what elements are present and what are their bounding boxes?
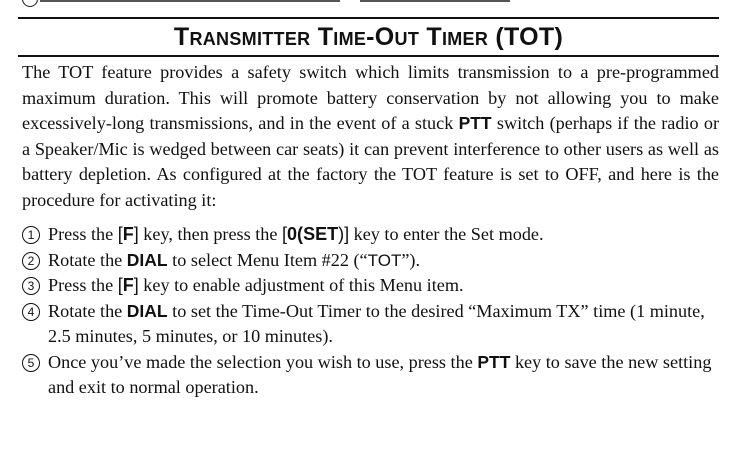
intro-text-2: switch (perhaps if the radio or a Speaker/Mic is wedged between car seats) it can prevent interference to other users as well as battery depletion. As configured at the factory the TOT feature is set to OFF, and here is the procedure for activating it: (22, 113, 719, 210)
key-bracket: [ (282, 224, 288, 244)
key-bracket: [ (117, 275, 123, 295)
intro-paragraph (22, 60, 719, 213)
step-text: Rotate the (48, 249, 127, 270)
key-name: 0( (287, 224, 304, 244)
text-fragment (40, 0, 340, 2)
step-number: 1 (22, 226, 40, 244)
step-text: key to save the new setting and exit to normal operation. (48, 351, 712, 397)
menu-display-text: TOT (367, 250, 402, 270)
f-key-label (118, 275, 139, 295)
step-number: 2 (22, 252, 40, 270)
f-key-label (118, 224, 139, 244)
key-bracket: )] (338, 224, 350, 244)
previous-section-fragment (0, 0, 735, 8)
dial-keyword: DIAL (126, 300, 168, 321)
ptt-keyword: PTT (458, 113, 492, 133)
key-name: F (122, 224, 134, 244)
step-number-circle-fragment (22, 0, 38, 7)
step-1 (22, 222, 719, 248)
key-bracket: ] (133, 275, 139, 295)
step-3 (22, 273, 719, 299)
step-text: Press the (48, 275, 118, 295)
text-fragment (360, 0, 510, 2)
key-name: SET (303, 224, 339, 244)
step-number: 4 (22, 303, 40, 321)
step-4 (22, 299, 719, 350)
step-text: key, then press the (138, 224, 283, 244)
key-bracket: [ (117, 224, 123, 244)
step-2 (22, 248, 719, 274)
title-top-rule (18, 17, 719, 19)
step-text: key to enter the Set mode. (349, 224, 544, 244)
step-text: ”). (401, 249, 421, 270)
intro-text-1: The TOT feature provides a safety switch which limits transmission to a pre-programmed maximum duration. This will promote battery conservation by not allowing you to make excessively-long transmissions, and in the event of a stuck (22, 62, 719, 133)
key-bracket: ] (133, 224, 139, 244)
step-text: to set the Time-Out Timer to the desired “Maximum TX” time (1 minute, 2.5 minutes, 5 minutes, or 10 minutes). (48, 300, 705, 346)
section-title: Transmitter Time-Out Timer (TOT) (173, 23, 564, 51)
step-5 (22, 350, 719, 401)
step-text: to select Menu Item #22 (“ (167, 249, 368, 270)
step-text: Press the (48, 224, 118, 244)
step-number: 3 (22, 277, 40, 295)
set-key-label (282, 224, 349, 244)
step-text: Rotate the (48, 300, 127, 321)
dial-keyword: DIAL (126, 249, 168, 270)
step-text: Once you’ve made the selection you wish to use, press the (48, 351, 478, 372)
procedure-steps (22, 222, 719, 401)
step-text: key to enable adjustment of this Menu item. (138, 275, 464, 295)
title-bottom-rule (18, 55, 719, 57)
key-name: F (122, 275, 134, 295)
step-number: 5 (22, 354, 40, 372)
ptt-keyword: PTT (477, 351, 511, 372)
